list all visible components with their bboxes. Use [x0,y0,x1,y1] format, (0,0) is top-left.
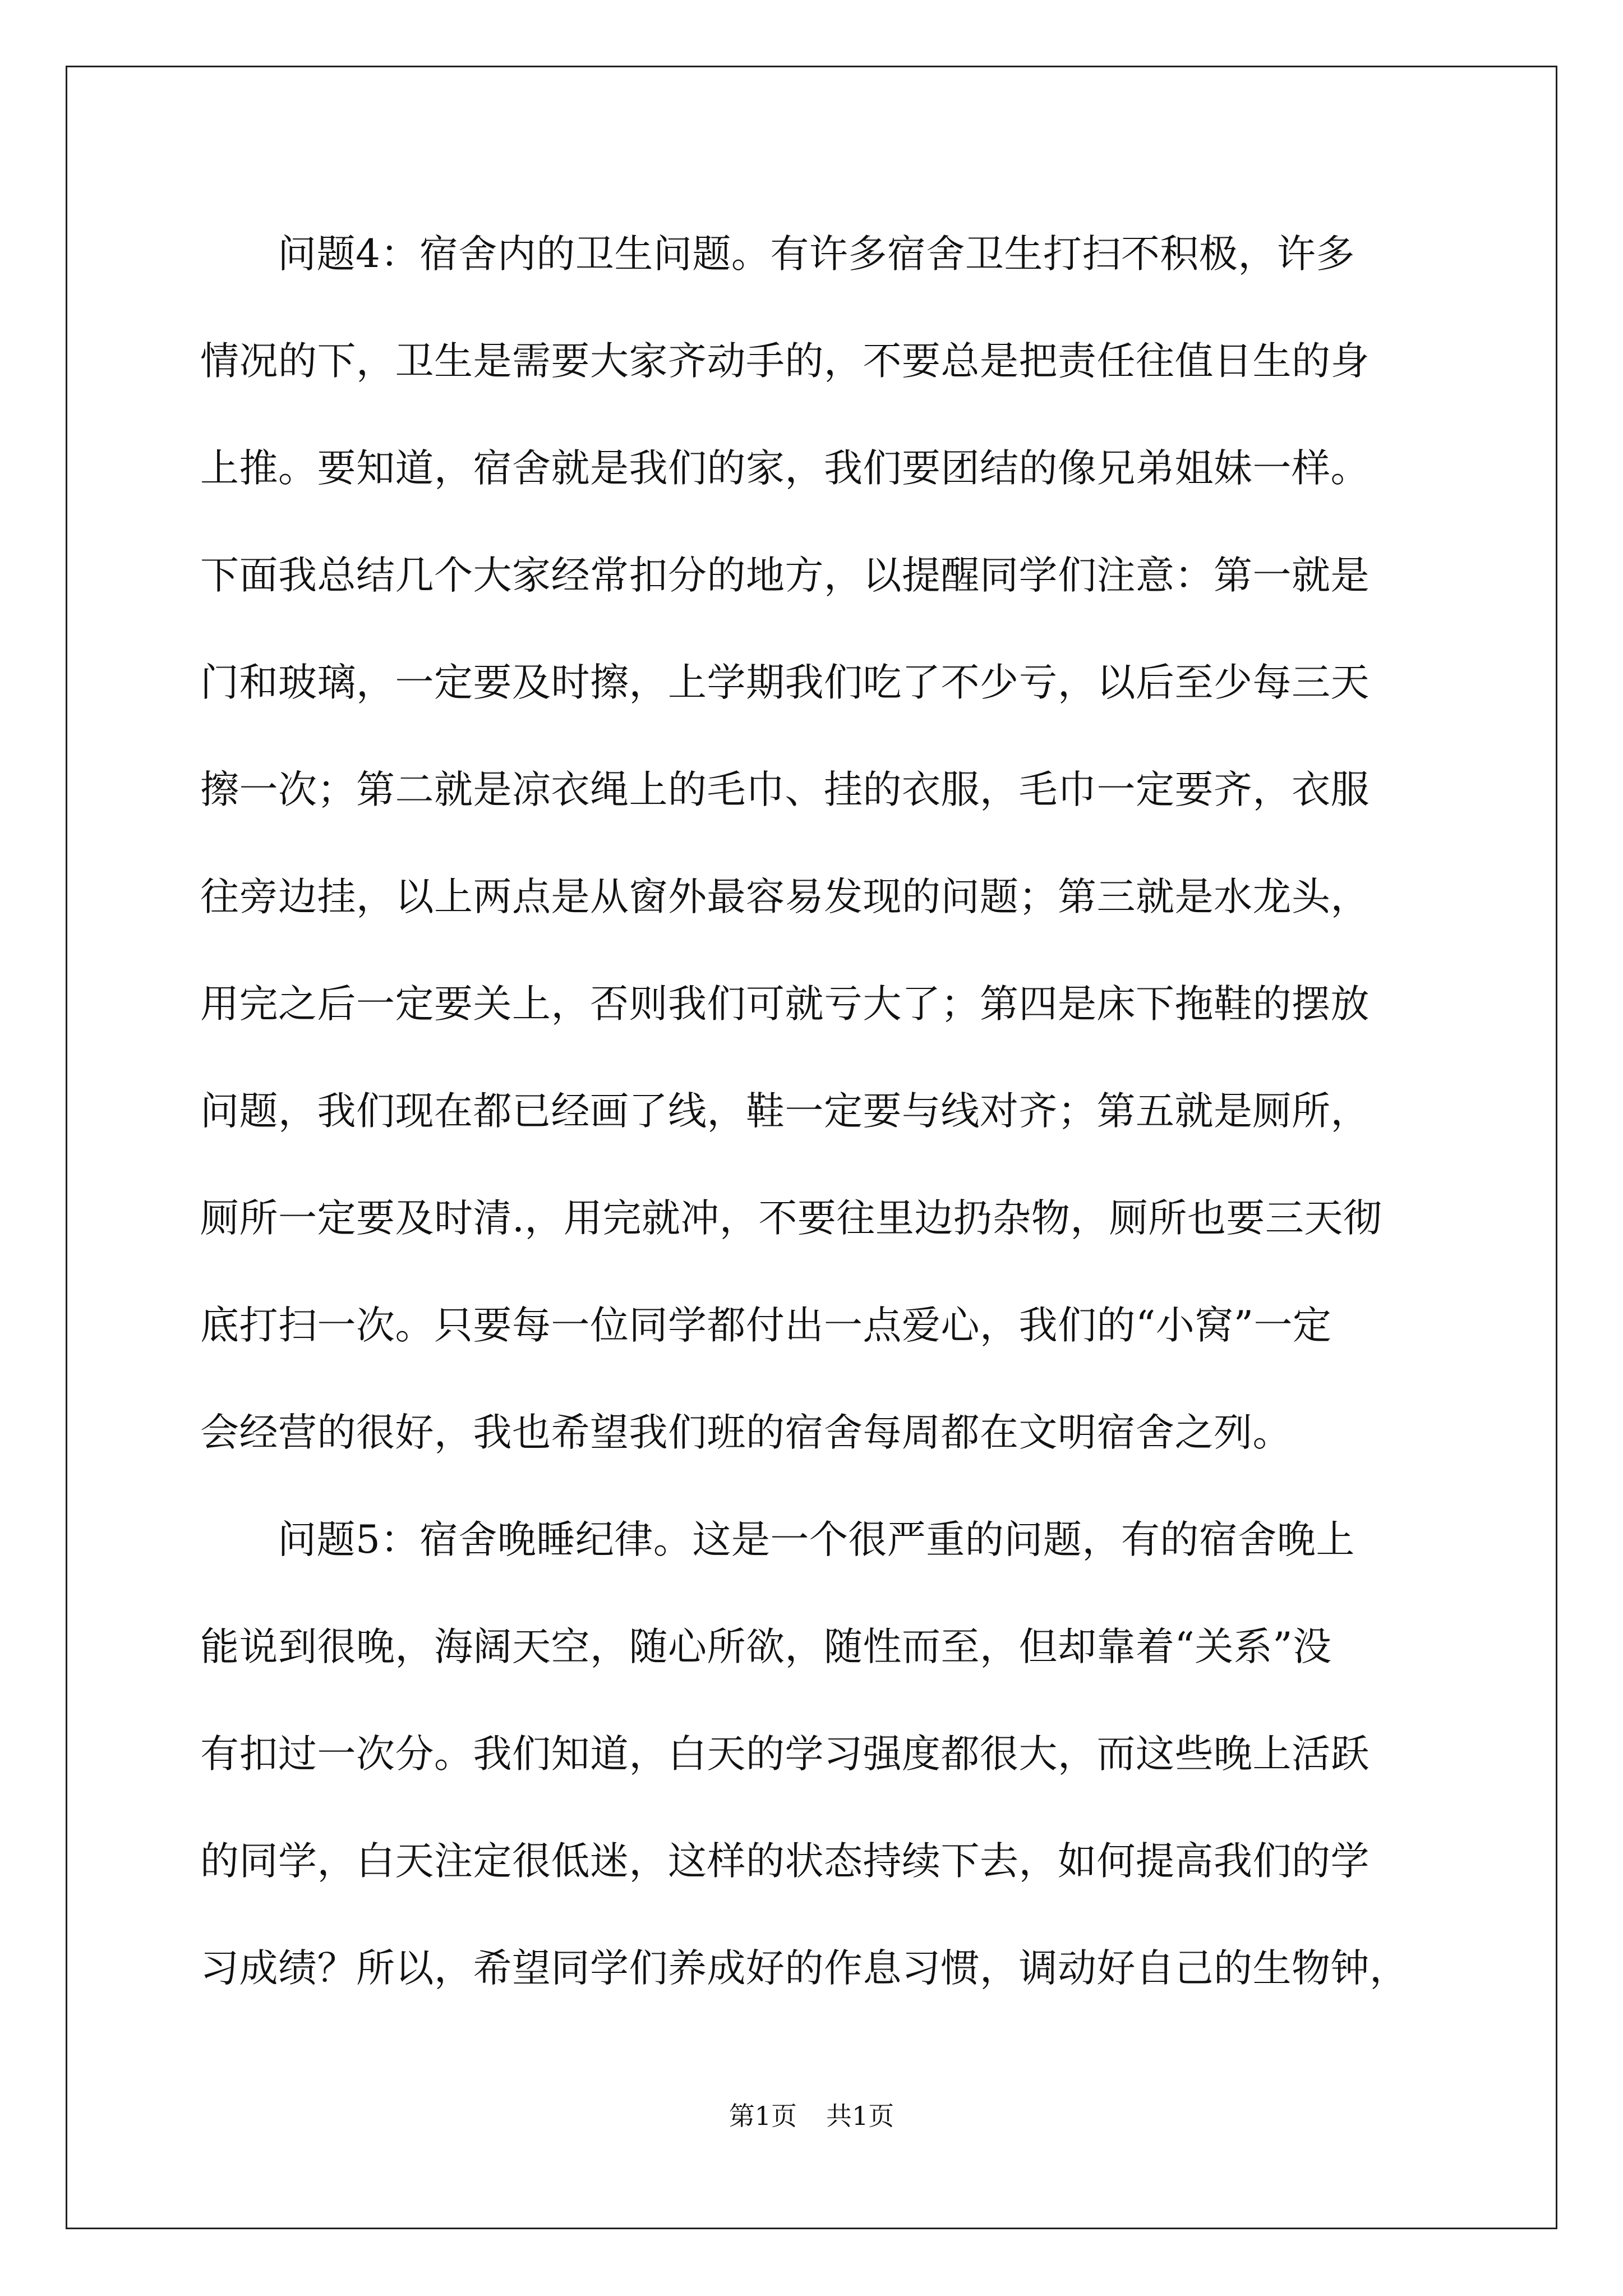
page-footer [0,2099,1623,2133]
paragraph-line: 底打扫一次。只要每一位同学都付出一点爱心，我们的“小窝”一定 [200,1303,1332,1348]
paragraph-line: 习成绩？所以，希望同学们养成好的作息习惯，调动好自己的生物钟， [200,1946,1409,1991]
paragraph-line: 有扣过一次分。我们知道，白天的学习强度都很大，而这些晚上活跃 [200,1732,1370,1777]
paragraph-line: 厕所一定要及时清.，用完就冲，不要往里边扔杂物，厕所也要三天彻 [200,1196,1382,1241]
paragraph-line: 上推。要知道，宿舍就是我们的家，我们要团结的像兄弟姐妹一样。 [200,446,1370,491]
paragraph-line: 擦一次；第二就是凉衣绳上的毛巾、挂的衣服，毛巾一定要齐，衣服 [200,767,1370,812]
paragraph-line: 问题4：宿舍内的卫生问题。有许多宿舍卫生打扫不积极，许多 [278,232,1355,277]
paragraph-line: 问题，我们现在都已经画了线，鞋一定要与线对齐；第五就是厕所， [200,1089,1370,1134]
paragraph-line: 用完之后一定要关上，否则我们可就亏大了；第四是床下拖鞋的摆放 [200,982,1370,1027]
page-number-total: 共1页 [826,2101,895,2131]
paragraph-line: 情况的下，卫生是需要大家齐动手的，不要总是把责任往值日生的身 [200,339,1370,384]
document-body [200,217,1428,2038]
paragraph-line: 问题5：宿舍晚睡纪律。这是一个很严重的问题，有的宿舍晚上 [278,1517,1355,1562]
paragraph-line: 的同学，白天注定很低迷，这样的状态持续下去，如何提高我们的学 [200,1839,1370,1884]
paragraph-line: 门和玻璃，一定要及时擦，上学期我们吃了不少亏，以后至少每三天 [200,660,1370,705]
page-number-current: 第1页 [728,2101,797,2131]
paragraph-line: 会经营的很好，我也希望我们班的宿舍每周都在文明宿舍之列。 [200,1410,1292,1455]
paragraph-line: 能说到很晚，海阔天空，随心所欲，随性而至，但却靠着“关系”没 [200,1625,1332,1669]
paragraph-line: 下面我总结几个大家经常扣分的地方，以提醒同学们注意：第一就是 [200,553,1370,598]
paragraph-line: 往旁边挂，以上两点是从窗外最容易发现的问题；第三就是水龙头， [200,875,1370,919]
